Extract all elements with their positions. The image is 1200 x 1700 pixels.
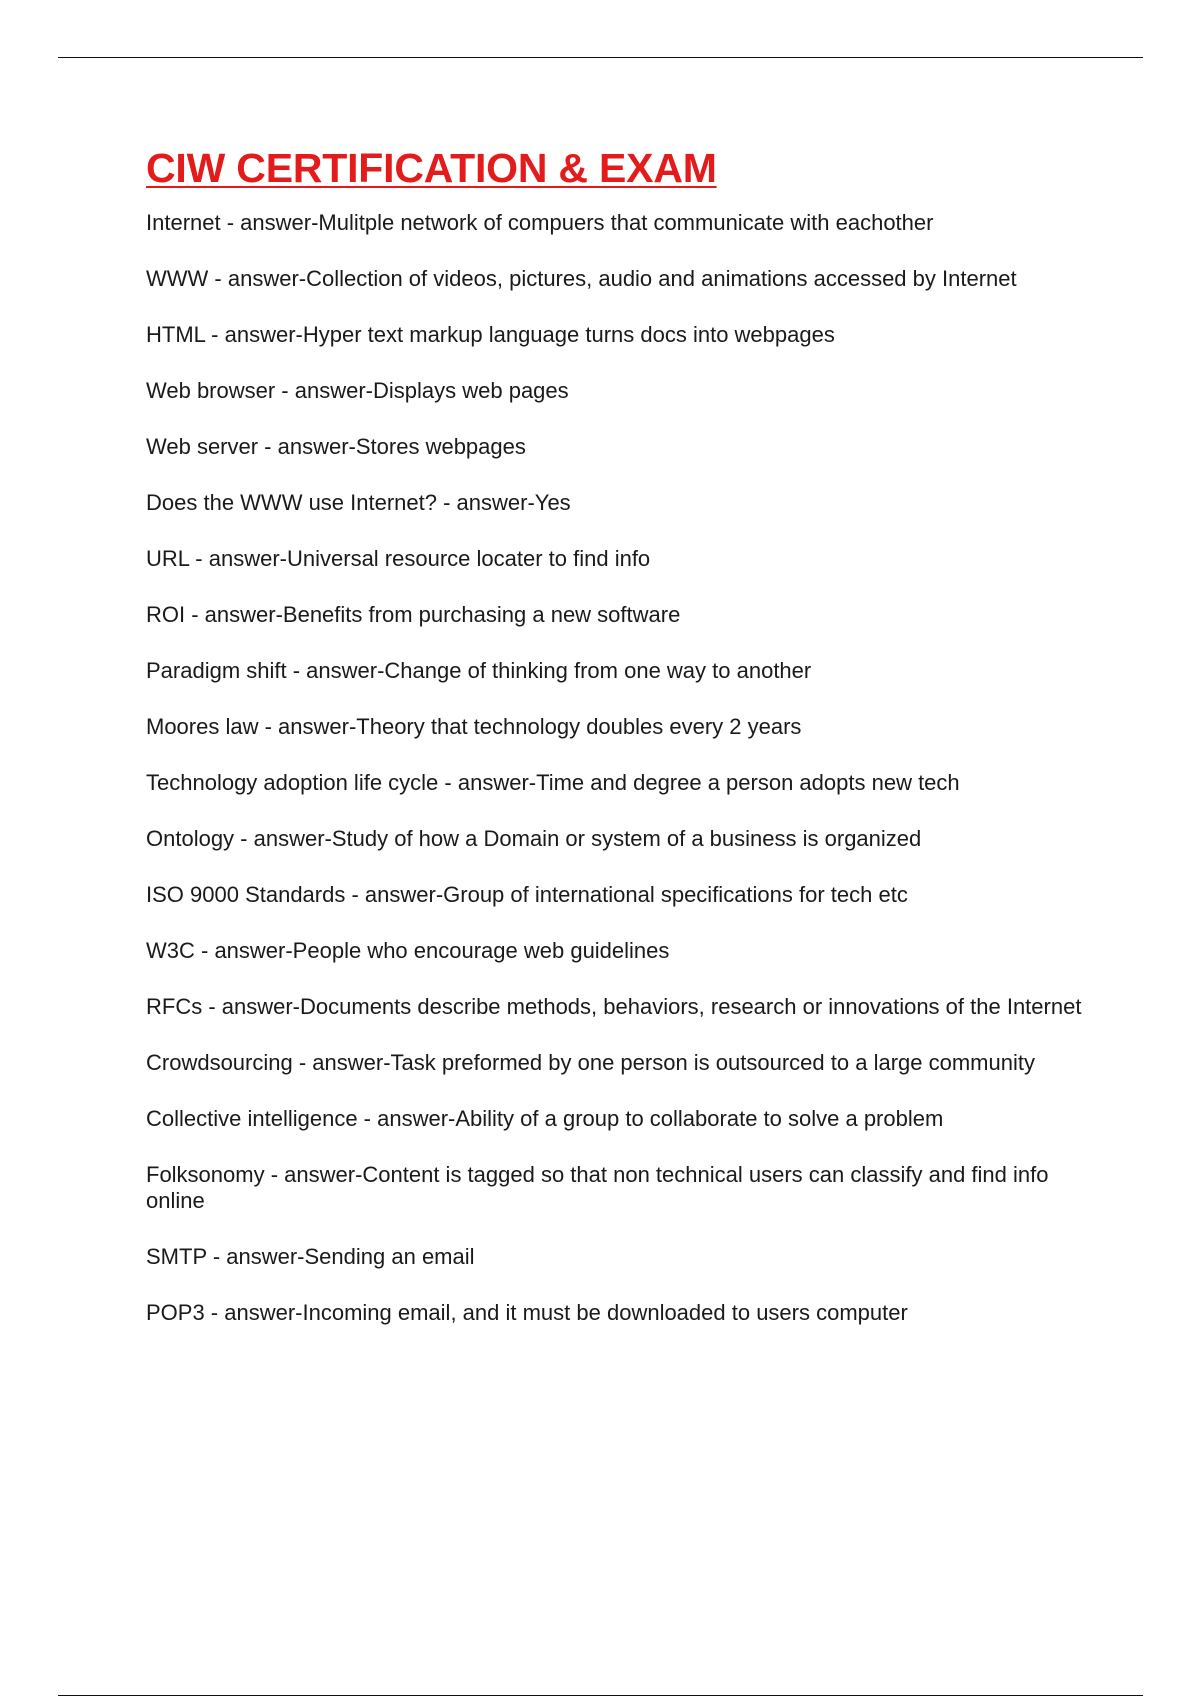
qa-item-smtp: SMTP - answer-Sending an email — [146, 1244, 475, 1269]
qa-list — [146, 210, 1096, 1326]
qa-item-iso-9000: ISO 9000 Standards - answer-Group of international specifications for tech etc — [146, 882, 908, 907]
qa-item-www-uses-internet: Does the WWW use Internet? - answer-Yes — [146, 490, 571, 515]
qa-item-web-browser: Web browser - answer-Displays web pages — [146, 378, 569, 403]
qa-item-url: URL - answer-Universal resource locater to find info — [146, 546, 651, 571]
qa-item-html: HTML - answer-Hyper text markup language turns docs into webpages — [146, 322, 835, 347]
qa-item-collective-intelligence: Collective intelligence - answer-Ability of a group to collaborate to solve a problem — [146, 1106, 944, 1131]
top-divider — [58, 57, 1143, 58]
qa-item-paradigm-shift: Paradigm shift - answer-Change of thinking from one way to another — [146, 658, 812, 683]
qa-item-roi: ROI - answer-Benefits from purchasing a new software — [146, 602, 681, 627]
page-title: CIW CERTIFICATION & EXAM — [146, 145, 717, 191]
qa-item-internet: Internet - answer-Mulitple network of compuers that communicate with eachother — [146, 210, 934, 235]
qa-item-web-server: Web server - answer-Stores webpages — [146, 434, 526, 459]
qa-item-crowdsourcing: Crowdsourcing - answer-Task preformed by one person is outsourced to a large community — [146, 1050, 1035, 1075]
qa-item-rfcs: RFCs - answer-Documents describe methods, behaviors, research or innovations of the Internet — [146, 994, 1082, 1019]
qa-item-pop3: POP3 - answer-Incoming email, and it must be downloaded to users computer — [146, 1300, 908, 1325]
bottom-divider — [58, 1695, 1143, 1696]
qa-item-w3c: W3C - answer-People who encourage web guidelines — [146, 938, 670, 963]
qa-item-www: WWW - answer-Collection of videos, pictures, audio and animations accessed by Internet — [146, 266, 1017, 291]
qa-item-tech-adoption: Technology adoption life cycle - answer-Time and degree a person adopts new tech — [146, 770, 960, 795]
qa-item-folksonomy: Folksonomy - answer-Content is tagged so that non technical users can classify and find info online — [146, 1162, 1049, 1213]
document-body — [146, 138, 1096, 1356]
qa-item-moores-law: Moores law - answer-Theory that technology doubles every 2 years — [146, 714, 802, 739]
qa-item-ontology: Ontology - answer-Study of how a Domain or system of a business is organized — [146, 826, 922, 851]
